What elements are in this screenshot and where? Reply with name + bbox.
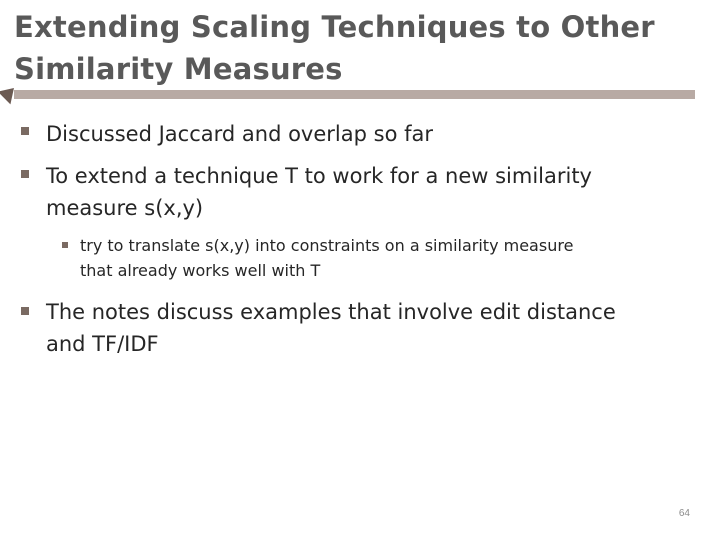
- bullet-text: The notes discuss examples that involve edit distance: [46, 300, 616, 324]
- title-line-2: Similarity Measures: [14, 52, 343, 86]
- bullet-item: [46, 296, 686, 360]
- title-line-1: Extending Scaling Techniques to Other: [14, 10, 655, 44]
- bullet-marker: [21, 127, 29, 135]
- bullet-text: To extend a technique T to work for a new similarity: [46, 164, 592, 188]
- bullet-text-continued: and TF/IDF: [46, 332, 159, 356]
- bullet-marker: [21, 307, 29, 315]
- bullet-text-continued: measure s(x,y): [46, 196, 204, 220]
- title-underline: [14, 90, 695, 99]
- sub-bullet-text-continued: that already works well with T: [80, 261, 321, 280]
- bullet-item: [46, 160, 686, 224]
- bullet-marker: [21, 170, 29, 178]
- page-number: 64: [678, 508, 690, 519]
- sub-bullet-marker: [62, 242, 68, 248]
- bullet-item: [46, 118, 686, 150]
- bullet-text: Discussed Jaccard and overlap so far: [46, 122, 433, 146]
- sub-bullet-text: try to translate s(x,y) into constraints on a similarity measure: [80, 236, 574, 255]
- slide-title: [14, 6, 704, 90]
- sub-bullet-item: [80, 233, 700, 283]
